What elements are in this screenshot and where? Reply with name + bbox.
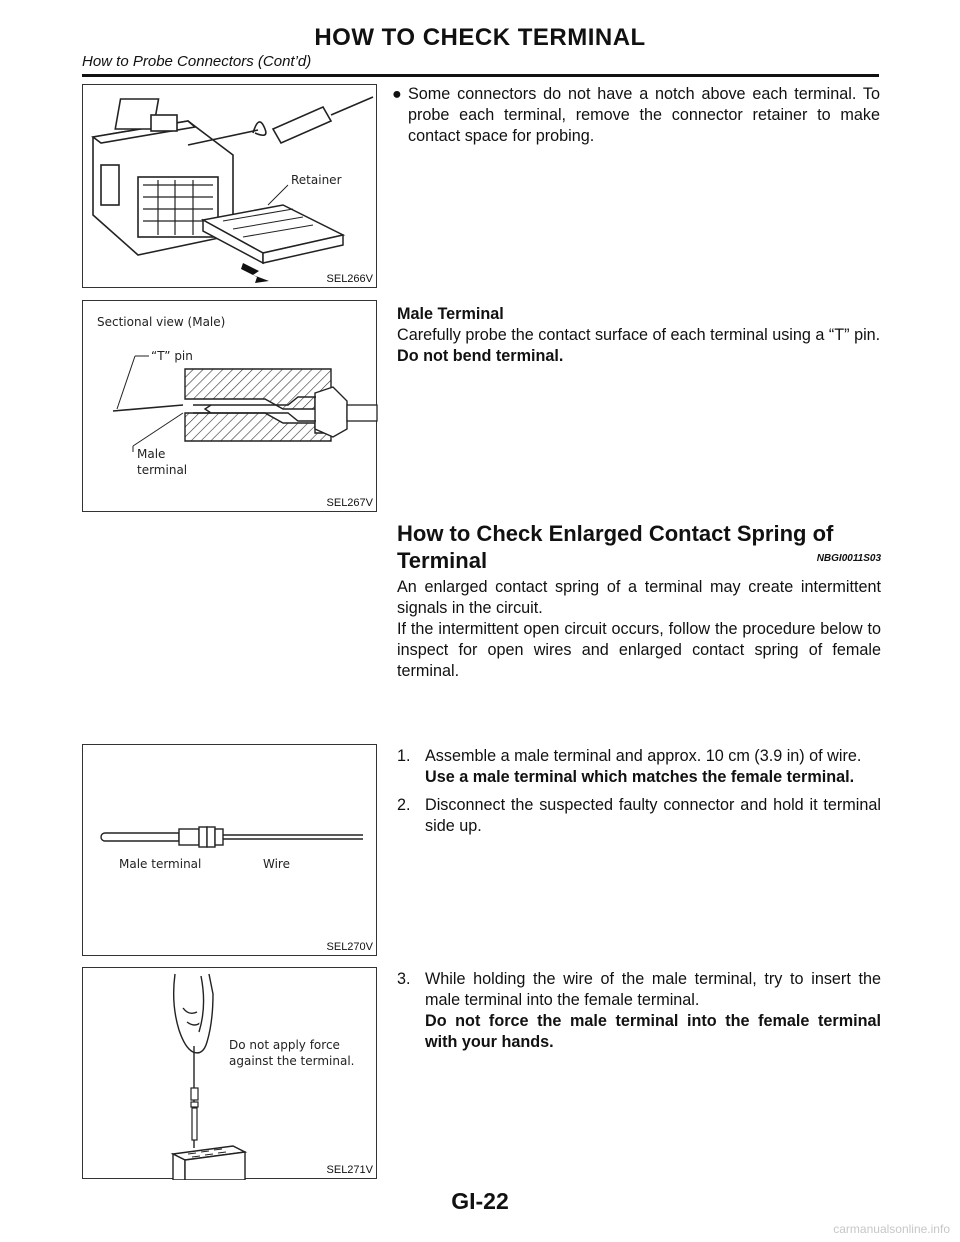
retainer-label: Retainer xyxy=(291,173,342,187)
step-3 xyxy=(397,969,881,1053)
figure-code: SEL267V xyxy=(326,497,373,509)
male-terminal-heading: Male Terminal xyxy=(397,305,504,323)
section-ref: NBGI0011S03 xyxy=(816,553,881,564)
section-para-1: An enlarged contact spring of a terminal may create intermittent signals in the circuit. xyxy=(397,578,881,617)
step-2 xyxy=(397,795,881,837)
page-subtitle: How to Probe Connectors (Cont’d) xyxy=(82,53,312,70)
page-number: GI-22 xyxy=(451,1188,509,1214)
figure-code: SEL270V xyxy=(326,941,373,953)
connector-retainer-illustration xyxy=(83,85,378,289)
page-title: HOW TO CHECK TERMINAL xyxy=(314,24,646,51)
male-terminal-label: Male terminal xyxy=(119,857,202,871)
header-divider xyxy=(82,74,879,77)
terminal-label: terminal xyxy=(137,463,188,477)
bullet-item xyxy=(392,84,880,147)
section-heading-line2: Terminal xyxy=(397,548,488,573)
figure-sel270v xyxy=(82,744,377,956)
figure-sel266v xyxy=(82,84,377,288)
caution-label-line2: against the terminal. xyxy=(229,1054,355,1068)
wire-label: Wire xyxy=(263,857,290,871)
hand-insert-terminal-illustration xyxy=(83,968,378,1180)
sectional-view-label: Sectional view (Male) xyxy=(97,315,226,329)
step-text: While holding the wire of the male terminal, try to insert the male terminal into the female terminal. xyxy=(425,970,881,1009)
step-bold-note: Do not force the male terminal into the female terminal with your hands. xyxy=(425,1012,881,1051)
section-heading-line1: How to Check Enlarged Contact Spring of xyxy=(397,521,834,546)
step-text: Disconnect the suspected faulty connector and hold it terminal side up. xyxy=(425,796,881,835)
male-terminal-wire-illustration xyxy=(83,745,378,957)
male-terminal-block xyxy=(397,304,881,367)
footer-site: carmanualsonline.info xyxy=(833,1222,950,1236)
bullet-text: Some connectors do not have a notch above each terminal. To probe each terminal, remove the connector retainer to make contact space for probing. xyxy=(408,85,880,145)
male-label: Male xyxy=(137,447,166,461)
figure-sel271v xyxy=(82,967,377,1179)
step-number: 1. xyxy=(397,747,411,765)
figure-code: SEL266V xyxy=(326,273,373,285)
figure-code: SEL271V xyxy=(326,1164,373,1176)
section-heading xyxy=(397,520,881,574)
step-number: 2. xyxy=(397,796,411,814)
male-terminal-text: Carefully probe the contact surface of each terminal using a “T” pin. xyxy=(397,326,881,344)
caution-label-line1: Do not apply force xyxy=(229,1038,340,1052)
step-bold-note: Use a male terminal which matches the female terminal. xyxy=(425,768,855,786)
step-number: 3. xyxy=(397,970,411,988)
male-terminal-section-illustration xyxy=(83,301,378,513)
t-pin-label: “T” pin xyxy=(151,349,193,363)
bullet-icon: ● xyxy=(392,85,402,103)
figure-sel267v xyxy=(82,300,377,512)
step-text: Assemble a male terminal and approx. 10 cm (3.9 in) of wire. xyxy=(425,747,862,765)
male-terminal-warning: Do not bend terminal. xyxy=(397,347,564,365)
step-1 xyxy=(397,746,881,788)
section-para-2: If the intermittent open circuit occurs, follow the procedure below to inspect for open wires and enlarged contact spring of female terminal. xyxy=(397,620,881,680)
